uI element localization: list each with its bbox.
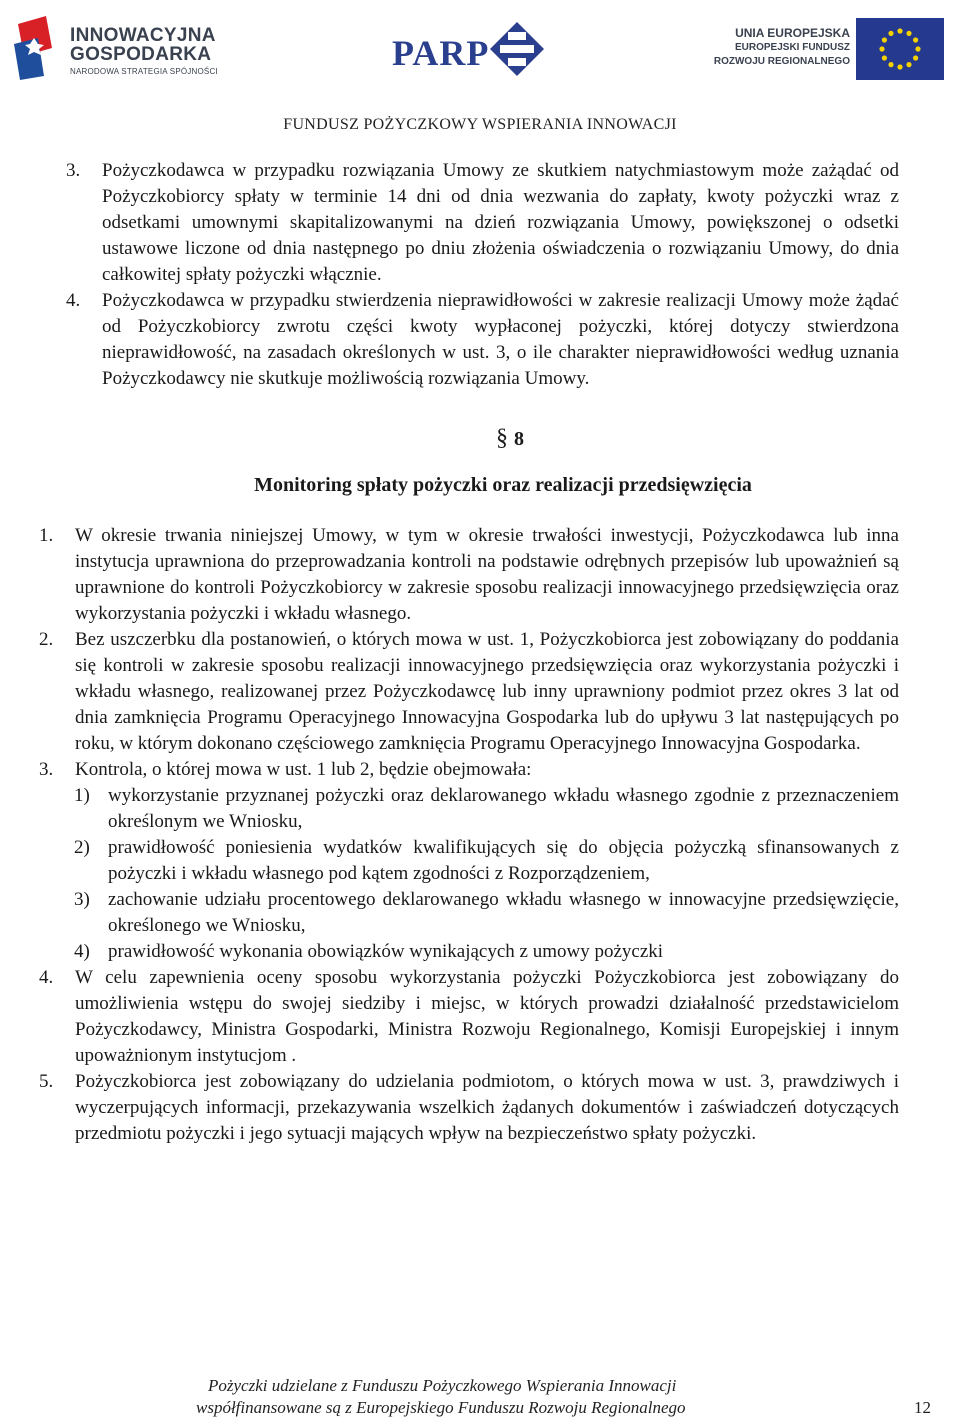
paragraph-symbol: § (496, 425, 508, 451)
sub-list-item-number: 4) (74, 941, 90, 962)
parp-logo (392, 18, 552, 88)
footer-line-2: współfinansowane są z Europejskiego Funduszu Rozwoju Regionalnego (196, 1398, 686, 1417)
sub-list-item-number: 2) (74, 837, 90, 858)
sub-list-item-text: prawidłowość poniesienia wydatków kwalifikujących się do objęcia pożyczką sfinansowanych z pożyczki i wkładu własnego pod kątem zgodności z Rozporządzeniem, (108, 837, 899, 884)
header-logos (0, 10, 960, 90)
sub-list-item (74, 783, 899, 835)
sub-list-item-text: prawidłowość wykonania obowiązków wynikających z umowy pożyczki (108, 941, 664, 962)
list-item-number: 2. (39, 629, 54, 650)
list-item (39, 1069, 899, 1147)
sub-list-item (74, 835, 899, 887)
parp-logo-text: PARP (392, 33, 490, 73)
page-number: 12 (914, 1398, 931, 1417)
list-item-number: 4. (39, 967, 54, 988)
document-header-title: FUNDUSZ POŻYCZKOWY WSPIERANIA INNOWACJI (283, 116, 677, 133)
list-item (39, 627, 899, 757)
list-item-number: 5. (39, 1071, 54, 1092)
list-item-text: Kontrola, o której mowa w ust. 1 lub 2, będzie obejmowała: (75, 759, 532, 780)
list-item-number: 1. (39, 525, 54, 546)
list-item-number: 3. (39, 759, 54, 780)
section-a-list (0, 158, 960, 392)
list-item-text: W celu zapewnienia oceny sposobu wykorzystania pożyczki Pożyczkobiorca jest zobowiązany do umożliwienia wstępu do swojej siedziby i miejsc, w których prowadzi działalność przedstawicielom Pożyczkodawcy, Ministra Gospodarki, Ministra Rozwoju Regionalnego, Komisji Europejskiej i innym upoważnionym instytucjom . (75, 967, 899, 1066)
subitem-list (0, 783, 960, 965)
list-item-text: Pożyczkodawca w przypadku stwierdzenia nieprawidłowości w zakresie realizacji Umowy może żądać od Pożyczkobiorcy zwrotu części kwoty wypłaconej pożyczki, której dotyczy stwierdzona nieprawidłowość, na zasadach określonych w ust. 3, o ile charakter nieprawidłowości według uznania Pożyczkodawcy nie skutkuje możliwością rozwiązania Umowy. (102, 290, 899, 389)
sub-list-item-text: zachowanie udziału procentowego deklarowanego wkładu własnego w innowacyjne przedsięwzięcie, określonego we Wniosku, (108, 889, 899, 936)
footer-line-1: Pożyczki udzielane z Funduszu Pożyczkowego Wspierania Innowacji (208, 1376, 677, 1395)
innowacyjna-gospodarka-emblem (12, 14, 60, 82)
section-title: Monitoring spłaty pożyczki oraz realizacji przedsięwzięcia (254, 474, 752, 496)
section-b-list (0, 523, 960, 783)
sub-list-item (74, 887, 899, 939)
ig-logo-subtitle: NARODOWA STRATEGIA SPÓJNOŚCI (70, 67, 218, 76)
list-item-text: W okresie trwania niniejszej Umowy, w tym w okresie trwałości inwestycji, Pożyczkodawca lub inna instytucja uprawniona do przeprowadzania kontroli na podstawie odrębnych przepisów lub upoważnień są uprawnione do kontroli Pożyczkobiorcy w zakresie sposobu realizacji innowacyjnego przedsięwzięcia oraz wykorzystania pożyczki i wkładu własnego. (75, 525, 899, 624)
list-item (66, 288, 899, 392)
sub-list-item (74, 939, 899, 965)
innowacyjna-gospodarka-logo (12, 12, 242, 86)
list-item (39, 523, 899, 627)
eu-logo-text: UNIA EUROPEJSKA EUROPEJSKI FUNDUSZ ROZWOJU REGIONALNEGO (713, 26, 850, 67)
parp-emblem-icon (488, 20, 546, 78)
sub-list-item-text: wykorzystanie przyznanej pożyczki oraz deklarowanego wkładu własnego zgodnie z przeznaczeniem określonym we Wniosku, (108, 785, 899, 832)
eu-flag-icon (856, 18, 944, 80)
list-item (66, 158, 899, 288)
list-item-text: Pożyczkodawca w przypadku rozwiązania Umowy ze skutkiem natychmiastowym może zażądać od Pożyczkobiorcy spłaty w terminie 14 dni od dnia wezwania do zapłaty, kwoty pożyczki wraz z odsetkami umownymi skapitalizowanymi na dzień rozwiązania Umowy, powiększonej o odsetki ustawowe liczone od dnia następnego po dniu złożenia oświadczenia o rozwiązaniu Umowy, do dnia całkowitej spłaty pożyczki włącznie. (102, 160, 899, 285)
list-item (39, 965, 899, 1069)
ig-logo-text: INNOWACYJNA GOSPODARKA (70, 25, 216, 65)
section-c-list (0, 965, 960, 1147)
list-item-text: Bez uszczerbku dla postanowień, o których mowa w ust. 1, Pożyczkobiorca jest zobowiązany do poddania się kontroli w zakresie sposobu realizacji innowacyjnego przedsięwzięcia oraz wykorzystania pożyczki i wkładu własnego, realizowanej przez Pożyczkodawcę lub inny uprawniony podmiot przez okres 3 lat od dnia zamknięcia Programu Operacyjnego Innowacyjna Gospodarka lub do upływu 3 lat następujących po roku, w którym dokonano częściowego zamknięcia Programu Operacyjnego Innowacyjna Gospodarka. (75, 629, 899, 754)
list-item-text: Pożyczkobiorca jest zobowiązany do udzielania podmiotom, o których mowa w ust. 3, prawdziwych i wyczerpujących informacji, przekazywania wszelkich żądanych dokumentów i zaświadczeń dotyczących przedmiotu pożyczki i jego sytuacji mających wpływ na bezpieczeństwo spłaty pożyczki. (75, 1071, 899, 1144)
paragraph-number (0, 425, 960, 452)
list-item-number: 3. (66, 160, 81, 181)
paragraph-number-value: 8 (514, 428, 524, 450)
document-body (0, 158, 960, 1147)
sub-list-item-number: 3) (74, 889, 90, 910)
eu-logo (700, 16, 950, 86)
sub-list-item-number: 1) (74, 785, 90, 806)
list-item (39, 757, 899, 783)
list-item-number: 4. (66, 290, 81, 311)
